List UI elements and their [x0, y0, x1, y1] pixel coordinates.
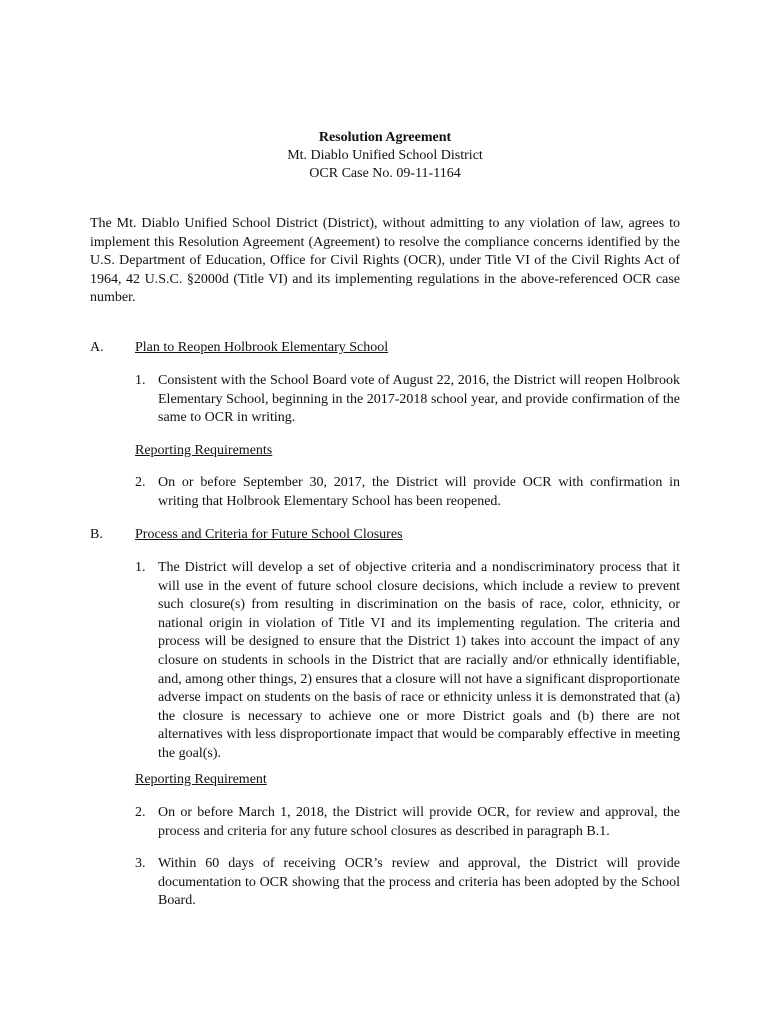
intro-paragraph: The Mt. Diablo Unified School District (District), without admitting to any violation of law, agrees to implement this Resolution Agreement (Agreement) to resolve the compliance concerns identified by the U.S. Department of Education, Office for Civil Rights (OCR), under Title VI of the Civil Rights Act of 1964, 42 U.S.C. §2000d (Title VI) and its implementing regulations in the above-referenced OCR case number. [90, 216, 680, 306]
section-a-reporting-heading: Reporting Requirements [135, 443, 273, 458]
section-a-item-1 [135, 372, 680, 428]
item-text: Consistent with the School Board vote of August 22, 2016, the District will reopen Holbrook Elementary School, beginning in the 2017-2018 school year, and provide confirmation of the same to OCR in writing. [158, 373, 680, 426]
item-text: On or before March 1, 2018, the District will provide OCR, for review and approval, the process and criteria for any future school closures as described in paragraph B.1. [158, 805, 680, 839]
section-b-letter: B. [90, 527, 103, 542]
section-a-letter: A. [90, 340, 104, 355]
item-number: 3. [135, 856, 146, 871]
item-text: Within 60 days of receiving OCR’s review and approval, the District will provide documentation to OCR showing that the process and criteria has been adopted by the School Board. [158, 856, 680, 909]
item-number: 1. [135, 373, 146, 388]
case-number: OCR Case No. 09-11-1164 [309, 166, 461, 181]
section-a-heading: Plan to Reopen Holbrook Elementary School [135, 340, 389, 355]
section-b-item-1 [135, 559, 680, 764]
district-name: Mt. Diablo Unified School District [287, 148, 483, 163]
item-number: 2. [135, 475, 146, 490]
section-b-reporting-heading: Reporting Requirement [135, 772, 267, 787]
item-number: 1. [135, 560, 146, 575]
item-text: On or before September 30, 2017, the District will provide OCR with confirmation in writing that Holbrook Elementary School has been reopened. [158, 475, 680, 509]
section-b-item-3 [135, 855, 680, 911]
item-number: 2. [135, 805, 146, 820]
document-title: Resolution Agreement [318, 130, 452, 145]
section-b-heading: Process and Criteria for Future School Closures [135, 527, 403, 542]
section-a-item-2 [135, 474, 680, 511]
document-header [0, 129, 770, 183]
section-b-item-2 [135, 804, 680, 841]
item-text: The District will develop a set of objective criteria and a nondiscriminatory process that it will use in the event of future school closure decisions, which include a review to prevent such closure(s) from resulting in discrimination on the basis of race, color, ethnicity, or national origin in violation of Title VI and its implementing regulation. The criteria and process will be designed to ensure that the District 1) takes into account the impact of any closure on students in schools in the District that are racially and/or ethnically identifiable, and, among other things, 2) ensures that a closure will not have a significant disproportionate adverse impact on students on the basis of race or ethnicity unless it is demonstrated that (a) the closure is necessary to achieve one or more District goals and (b) there are not alternatives with less disproportionate impact that would be comparably effective in meeting the goal(s). [158, 560, 680, 761]
